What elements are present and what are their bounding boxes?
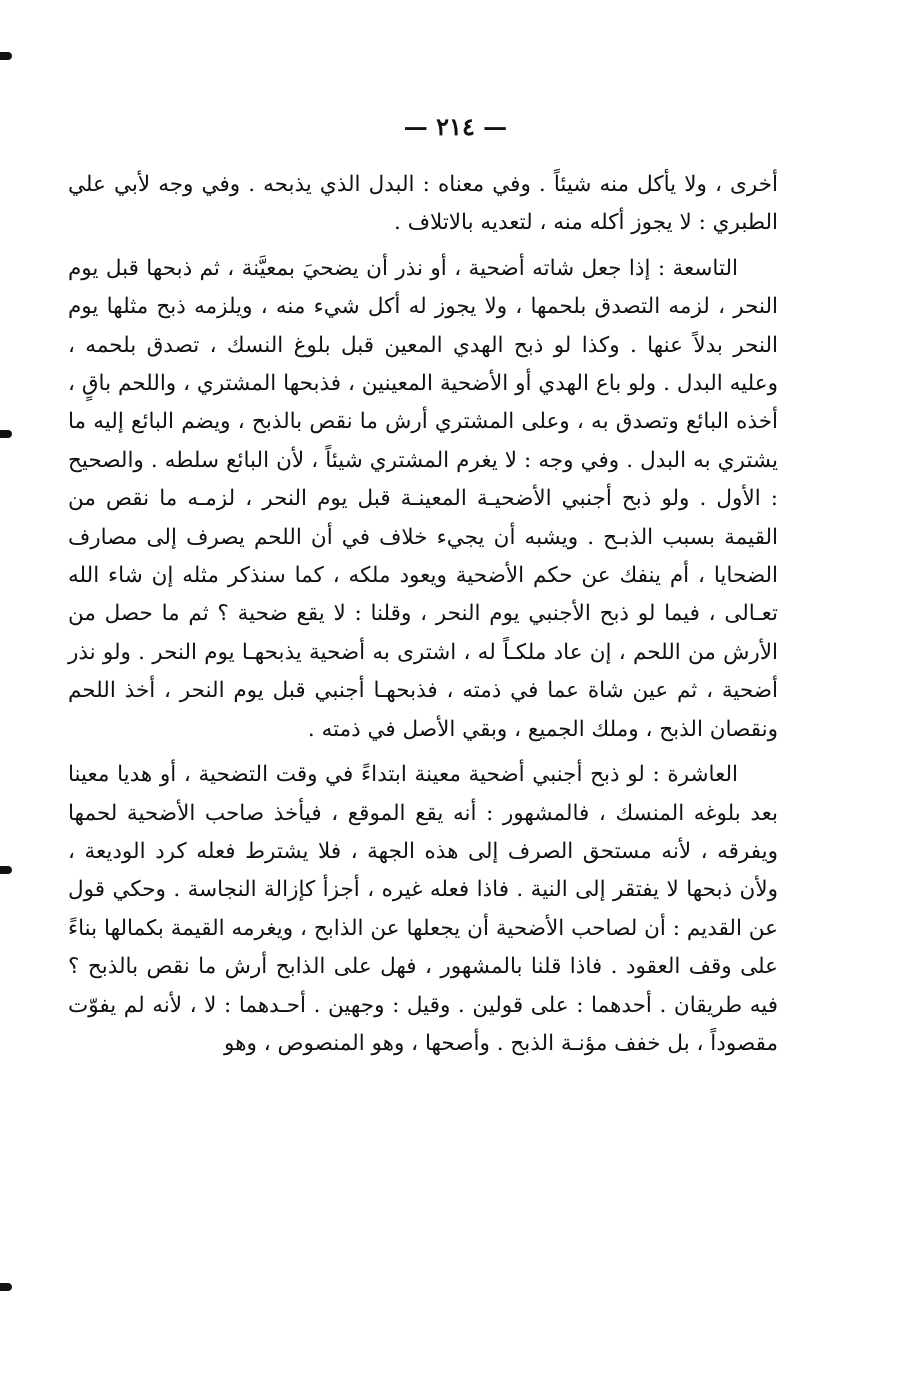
scan-edge-mark <box>0 866 12 874</box>
paragraph: أخرى ، ولا يأكل منه شيئاً . وفي معناه : البدل الذي يذبحه . وفي وجه لأبي علي الطبري : لا يجوز أكله منه ، لتعديه بالاتلاف . <box>68 172 778 236</box>
paragraph: العاشرة : لو ذبح أجنبي أضحية معينة ابتداءً في وقت التضحية ، أو هديا معينا بعد بلوغه المنسك ، فالمشهور : أنه يقع الموقع ، فيأخذ صاحب الأضحية لحمها ويفرقه ، لأنه مستحق الصرف إلى هذه الجهة ، فلا يشترط فعله كرد الوديعة ، ولأن ذبحها لا يفتقر إلى النية . فاذا فعله غيره ، أجزأ كإزالة النجاسة . وحكي قول عن القديم : أن لصاحب الأضحية أن يجعلها عن الذابح ، ويغرمه القيمة بكمالها بناءً على وقف العقود . فاذا قلنا بالمشهور ، فهل على الذابح أرش ما نقص بالذبح ؟ فيه طريقان . أحدهما : على قولين . وقيل : وجهين . أحـدهما : لا ، لأنه لم يفوّت مقصوداً ، بل خفف مؤنـة الذبح . وأصحها ، وهو المنصوص ، وهو <box>68 762 778 1056</box>
scan-edge-mark <box>0 52 12 60</box>
scan-edge-mark <box>0 1283 12 1291</box>
body-text <box>68 166 778 1063</box>
scan-edge-mark <box>0 430 12 438</box>
page-number: — ٢١٤ — <box>403 112 508 141</box>
paragraph: التاسعة : إذا جعل شاته أضحية ، أو نذر أن يضحيَ بمعيَّنة ، ثم ذبحها قبل يوم النحر ، لزمه التصدق بلحمها ، ولا يجوز له أكل شيء منه ، ويلزمه ذبح مثلها يوم النحر بدلاً عنها . وكذا لو ذبح الهدي المعين قبل بلوغ النسك ، تصدق بلحمه ، وعليه البدل . ولو باع الهدي أو الأضحية المعينين ، فذبحها المشتري ، واللحم باقٍ ، أخذه البائع وتصدق به ، وعلى المشتري أرش ما نقص بالذبح ، ويضم البائع إليه ما يشتري به البدل . وفي وجه : لا يغرم المشتري شيئاً ، لأن البائع سلطه . والصحيح : الأول . ولو ذبح أجنبي الأضحيـة المعينـة قبل يوم النحر ، لزمـه ما نقص من القيمة بسبب الذبـح . ويشبه أن يجيء خلاف في أن اللحم يصرف إلى مصارف الضحايا ، أم ينفك عن حكم الأضحية ويعود ملكه ، كما سنذكر مثله إن شاء الله تعـالى ، فيما لو ذبح الأجنبي يوم النحر ، وقلنا : لا يقع ضحية ؟ ثم ما حصل من الأرش من اللحم ، إن عاد ملكـاً له ، اشترى به أضحية يذبحهـا يوم النحر . ولو نذر أضحية ، ثم عين شاة عما في ذمته ، فذبحهـا أجنبي قبل يوم النحر ، أخذ اللحم ونقصان الذبح ، وملك الجميع ، وبقي الأصل في ذمته . <box>68 255 778 742</box>
